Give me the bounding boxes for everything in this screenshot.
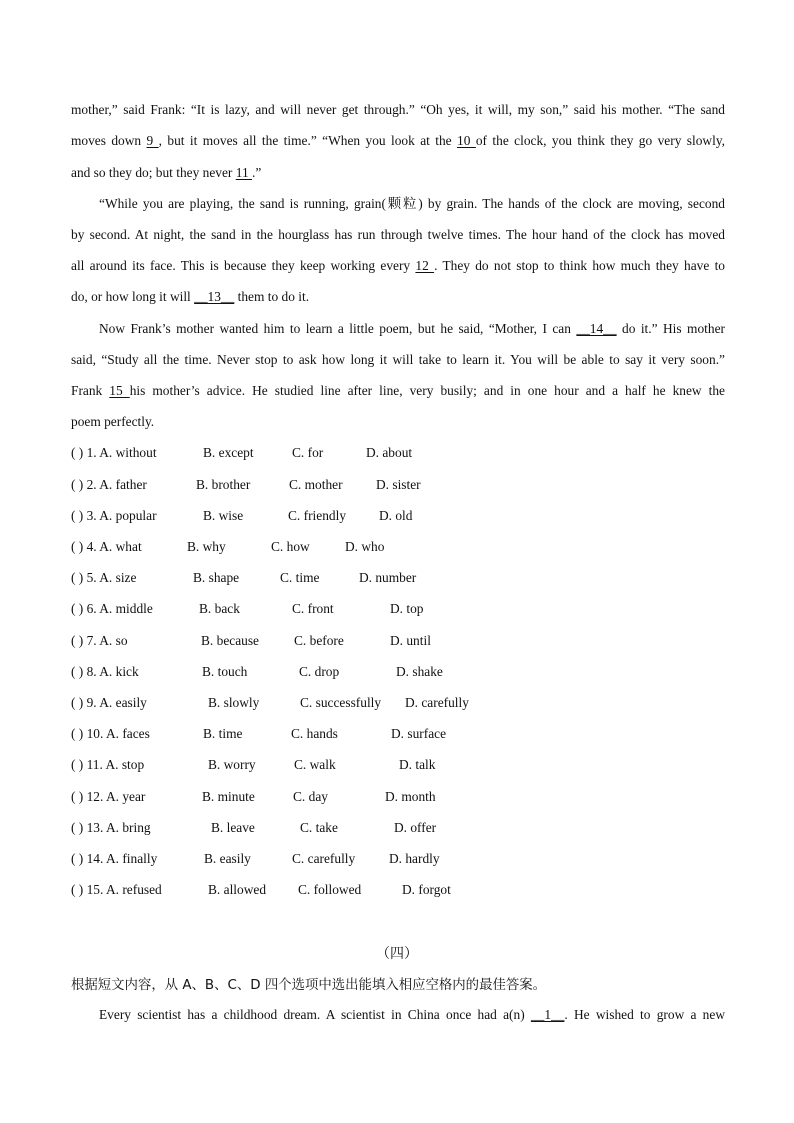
passage-line-9: said, “Study all the time. Never stop to ask how long it will take to learn it. You will be able to say it very soon.” — [71, 352, 725, 367]
passage-line-10: Frank 15 his mother’s advice. He studied line after line, very busily; and in one hour and a half he knew the — [71, 383, 725, 398]
blank-next-1: __1__ — [530, 1007, 565, 1022]
passage-line-7: do, or how long it will __13__ them to do it. — [71, 289, 310, 304]
passage-line-8: Now Frank’s mother wanted him to learn a little poem, but he said, “Mother, I can __14__ do it.” His mother — [99, 321, 725, 336]
blank-14: __14__ — [576, 321, 617, 336]
passage-line-2: moves down 9 , but it moves all the time.” “When you look at the 10 of the clock, you think they go very slowly, — [71, 133, 725, 148]
blank-11: 11 — [235, 165, 252, 180]
blank-10: 10 — [457, 133, 476, 148]
blank-12: 12 — [415, 258, 435, 273]
blank-13: __13__ — [194, 289, 235, 304]
document-page: mother,” said Frank: “It is lazy, and will never get through.” “Oh yes, it will, my son,” said his mother. “The sand moves down 9 , but it moves all the time.” “When you look at the 10 of the clock, you think they go very slowly, and so they do; but they never 11 .” “While you are playing, the sand is running, grain(颗粒) by grain. The hands of the clock are moving, second by second. At night, the sand in the hourglass has run through twelve times. The hour hand of the clock has moved all around its face. This is because they keep working every 12 . They do not stop to think how much they have to do, or how long it will __13__ them to do it. Now Frank’s mother wanted him to learn a little poem, but he said, “Mother, I can __14__ do it.” His mother said, “Study all the time. Never stop to ask how long it will take to learn it. You will be able to say it very soon.” Frank 15 his mother’s advice. He studied line after line, very busily; and in one hour and a half he knew the poem perfectly. ( ) 1. A. without B. except C. for D. about ( ) 2. A. father B. brother C. mother D. sister ( ) 3. A. popular B. wise C. friendly D. old ( ) 4. A. what B. why C. how D. who ( ) 5. A. size B. shape C. time D. number ( ) 6. A. middle B. back C. front D. top ( ) 7. A. so B. because C. before D. until ( ) 8. A. kick B. touch C. drop D. shake ( ) 9. A. easily B. slowly C. successfully D. carefully ( ) 10. A. faces B. time C. hands D. surface ( ) 11. A. stop B. worry C. walk D. talk ( ) 12. A. year B. minute C. day D. month ( ) 13. A. bring B. leave C. take D. offer ( ) 14. A. finally B. easily C. carefully D. hardly ( ) 15. A. refused B. allowed C. followed D. forgot （四） 根据短文内容，从 A、B、C、D 四个选项中选出能填入相应空格内的最佳答案。 Every scientist has a childhood dream. A scientist in China once had a(n) __1__. He wished to grow a new — [0, 0, 794, 1123]
blank-15: 15 — [109, 383, 130, 398]
passage-line-4: “While you are playing, the sand is running, grain(颗粒) by grain. The hands of the clock are moving, second — [99, 196, 725, 211]
passage-line-1: mother,” said Frank: “It is lazy, and will never get through.” “Oh yes, it will, my son,” said his mother. “The sand — [71, 102, 725, 117]
passage-next-line: Every scientist has a childhood dream. A scientist in China once had a(n) __1__. He wished to grow a new — [99, 1007, 725, 1022]
passage-line-3: and so they do; but they never 11 .” — [71, 165, 262, 180]
section-instruction: 根据短文内容，从 A、B、C、D 四个选项中选出能填入相应空格内的最佳答案。 — [71, 978, 547, 993]
passage-line-6: all around its face. This is because they keep working every 12 . They do not stop to think how much they have to — [71, 258, 725, 273]
blank-9: 9 — [146, 133, 159, 148]
passage-line-5: by second. At night, the sand in the hourglass has run through twelve times. The hour hand of the clock has moved — [71, 227, 725, 242]
passage-line-11: poem perfectly. — [71, 414, 155, 429]
section-heading: （四） — [376, 946, 418, 962]
